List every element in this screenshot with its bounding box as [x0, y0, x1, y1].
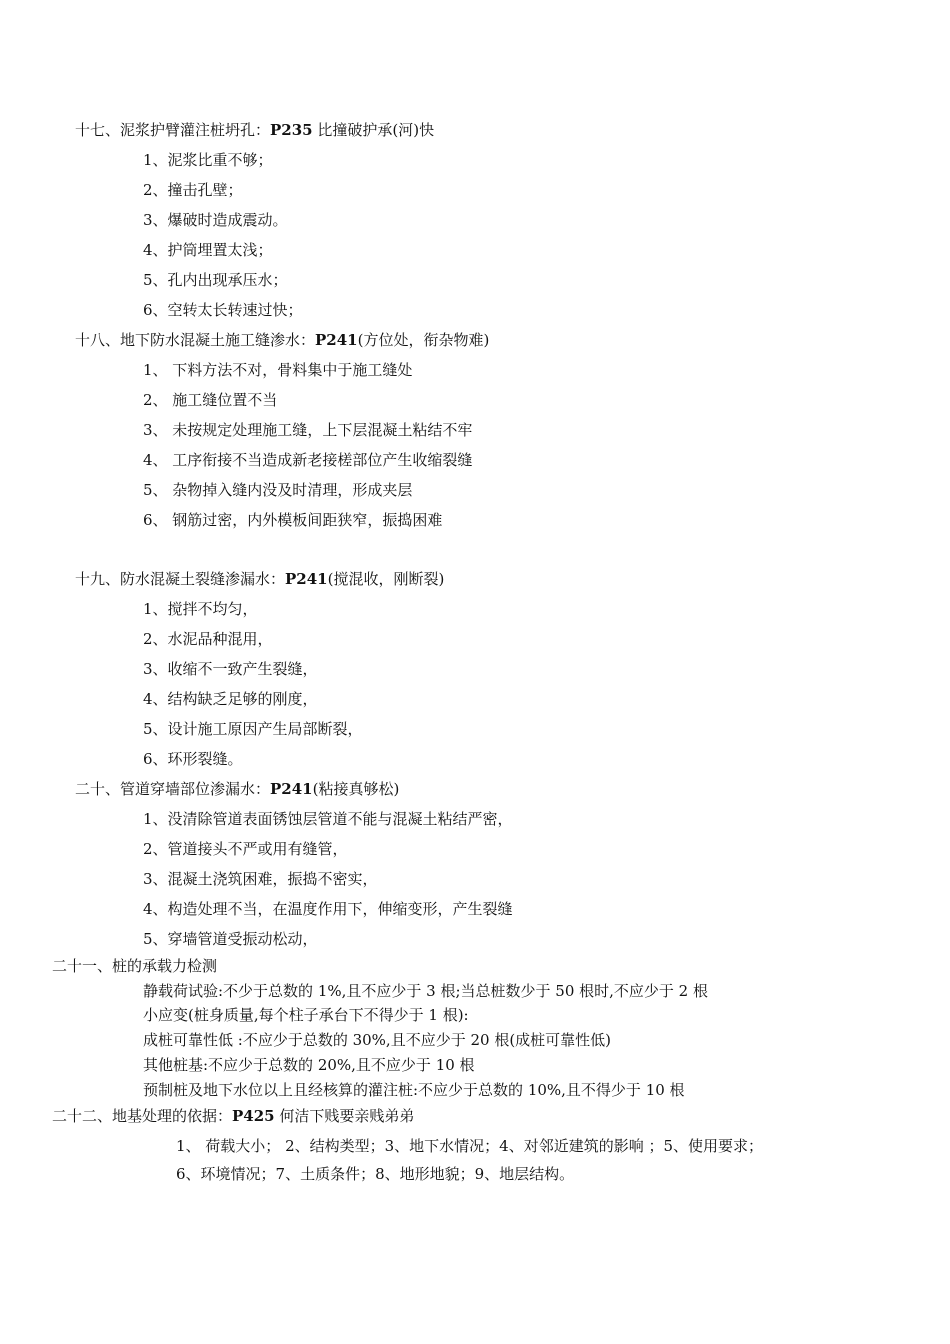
list-item: 6、 钢筋过密，内外模板间距狭窄，振捣困难: [143, 511, 443, 529]
section-17-mnemonic: 比撞破护承(河)快: [312, 121, 435, 139]
list-item: 5、孔内出现承压水；: [143, 271, 288, 289]
list-item: 3、收缩不一致产生裂缝，: [143, 660, 318, 678]
section-18-mnemonic: (方位处，衔杂物难): [357, 331, 490, 349]
list-item: 3、爆破时造成震动。: [143, 211, 288, 229]
section-17-title: [75, 120, 434, 140]
list-item: 5、设计施工原因产生局部断裂，: [143, 720, 363, 738]
list-item: 1、搅拌不均匀，: [143, 600, 258, 618]
list-item: 静载荷试验:不少于总数的 1%,且不应少于 3 根;当总桩数少于 50 根时,不应少于 2 根: [143, 982, 708, 1000]
section-22-mnemonic: 何洁下贱要亲贱弟弟: [274, 1107, 415, 1125]
list-item: 4、 工序衔接不当造成新老接槎部位产生收缩裂缝: [143, 451, 473, 469]
list-item: 1、没清除管道表面锈蚀层管道不能与混凝土粘结严密，: [143, 810, 513, 828]
section-22-heading: 二十二、地基处理的依据：: [52, 1107, 233, 1125]
list-item: 1、泥浆比重不够；: [143, 151, 273, 169]
section-18-title: [75, 330, 489, 350]
list-item: 4、构造处理不当，在温度作用下，伸缩变形，产生裂缝: [143, 900, 513, 918]
section-20-title: [75, 779, 399, 799]
list-item: 1、 下料方法不对，骨料集中于施工缝处: [143, 361, 413, 379]
list-item: 2、管道接头不严或用有缝管，: [143, 840, 348, 858]
list-item: 6、环形裂缝。: [143, 750, 243, 768]
list-item: 1、 荷载大小； 2、结构类型；3、地下水情况；4、对邻近建筑的影响 ；5、使用要求；: [176, 1137, 764, 1155]
section-22-title: [52, 1106, 414, 1126]
section-20-page-ref: P241: [270, 780, 313, 798]
section-19-title: [75, 569, 444, 589]
list-item: 5、穿墙管道受振动松动，: [143, 930, 318, 948]
list-item: 4、结构缺乏足够的刚度，: [143, 690, 318, 708]
list-item: 预制桩及地下水位以上且经核算的灌注桩:不应少于总数的 10%,且不得少于 10 根: [143, 1081, 685, 1099]
list-item: 3、 未按规定处理施工缝，上下层混凝土粘结不牢: [143, 421, 473, 439]
list-item: 2、水泥品种混用，: [143, 630, 273, 648]
list-item: 4、护筒埋置太浅；: [143, 241, 273, 259]
list-item: 5、 杂物掉入缝内没及时清理，形成夹层: [143, 481, 413, 499]
list-item: 成桩可靠性低 :不应少于总数的 30%,且不应少于 20 根(成桩可靠性低): [143, 1031, 612, 1049]
section-21-title: 二十一、桩的承载力检测: [52, 957, 218, 975]
section-18-heading: 十八、地下防水混凝土施工缝渗水：: [75, 331, 316, 349]
section-20-heading: 二十、管道穿墙部位渗漏水：: [75, 780, 271, 798]
section-19-page-ref: P241: [285, 570, 328, 588]
list-item: 6、空转太长转速过快；: [143, 301, 303, 319]
section-19-mnemonic: (搅混收，刚断裂): [327, 570, 445, 588]
section-20-mnemonic: (粘接真够松): [312, 780, 400, 798]
list-item: 6、环境情况；7、土质条件；8、地形地貌；9、地层结构。: [176, 1165, 575, 1183]
section-18-page-ref: P241: [315, 331, 358, 349]
list-item: 其他桩基:不应少于总数的 20%,且不应少于 10 根: [143, 1056, 475, 1074]
list-item: 2、撞击孔壁；: [143, 181, 243, 199]
list-item: 3、混凝土浇筑困难，振捣不密实，: [143, 870, 378, 888]
section-19-heading: 十九、防水混凝土裂缝渗漏水：: [75, 570, 286, 588]
section-17-page-ref: P235: [270, 121, 313, 139]
list-item: 小应变(桩身质量,每个柱子承台下不得少于 1 根):: [143, 1006, 469, 1024]
section-22-page-ref: P425: [232, 1107, 275, 1125]
list-item: 2、 施工缝位置不当: [143, 391, 278, 409]
section-17-heading: 十七、泥浆护臂灌注桩坍孔：: [75, 121, 271, 139]
